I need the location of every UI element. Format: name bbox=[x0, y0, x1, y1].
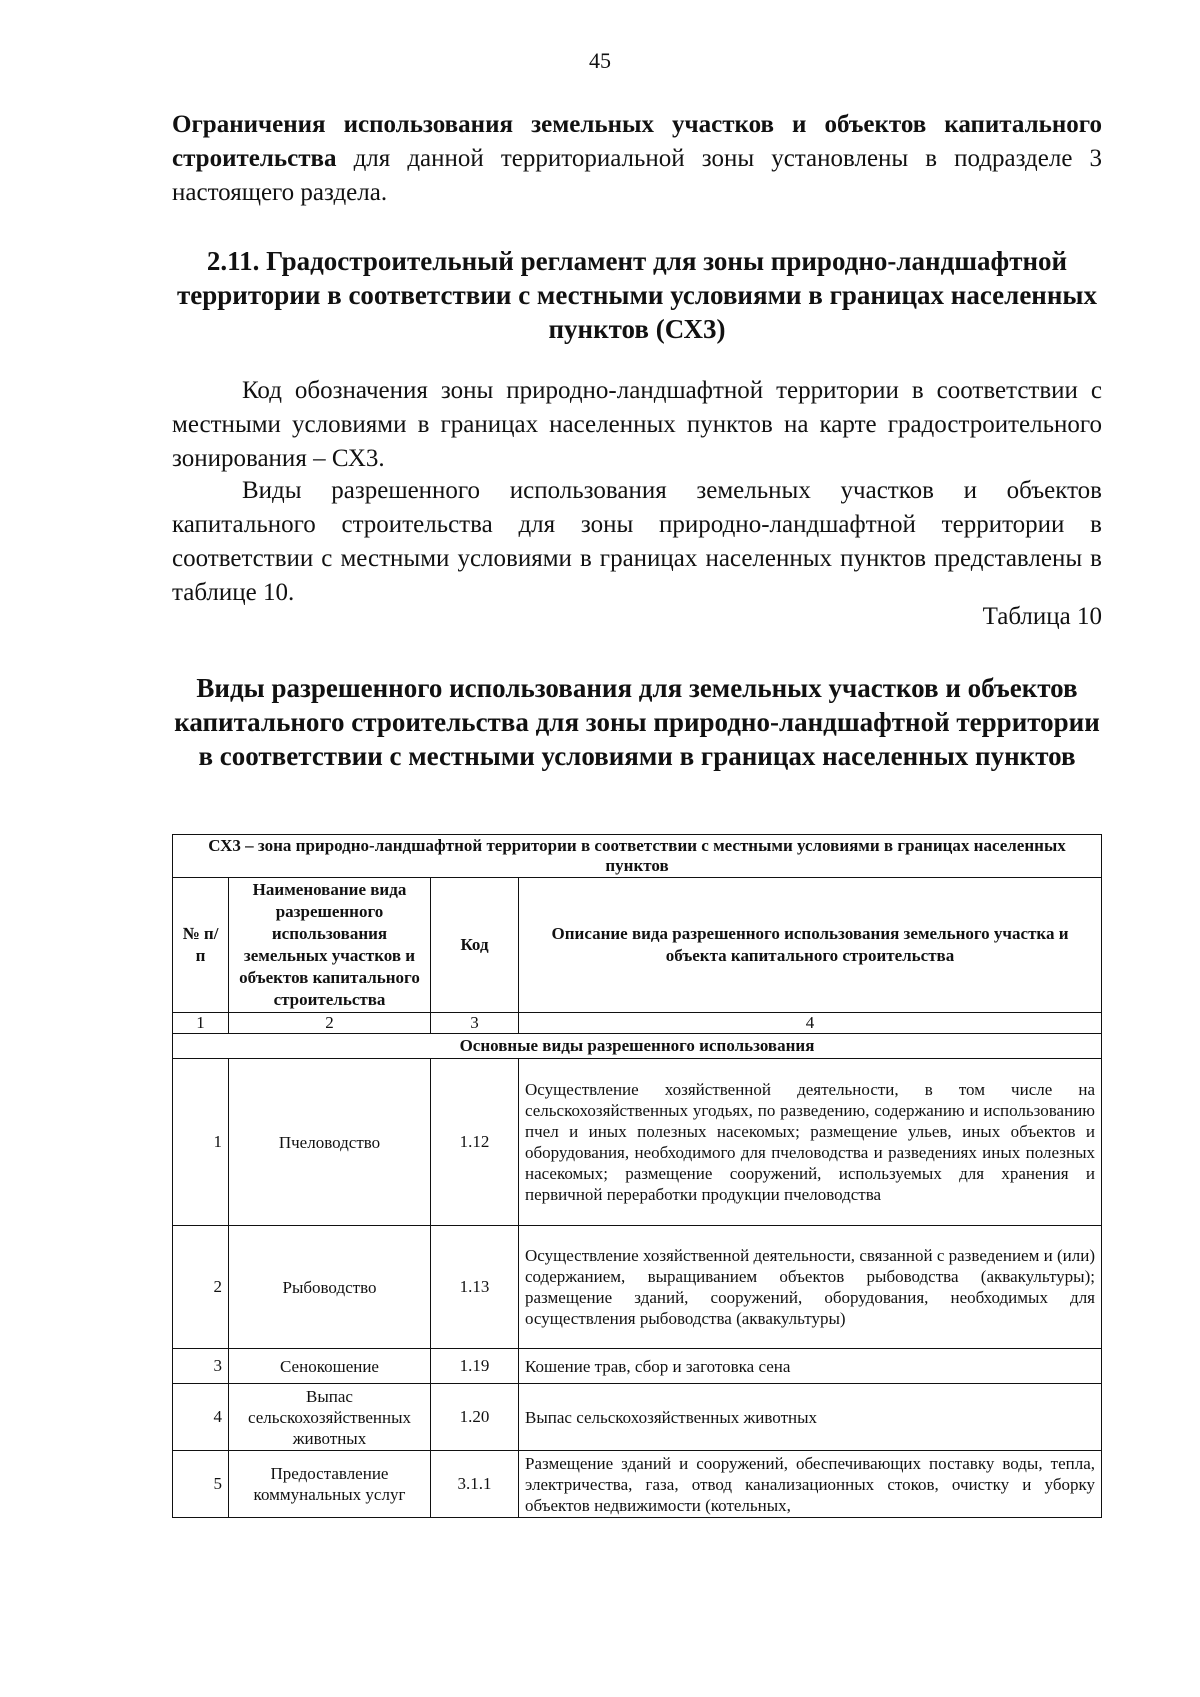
column-header-num: № п/п bbox=[173, 878, 229, 1013]
permitted-uses-table bbox=[172, 834, 1102, 1518]
row-use-name: Предоставление коммунальных услуг bbox=[229, 1451, 431, 1518]
column-number: 4 bbox=[519, 1013, 1102, 1034]
row-num: 1 bbox=[173, 1059, 229, 1226]
intro-paragraph bbox=[172, 108, 1102, 210]
zone-header-row bbox=[173, 835, 1102, 878]
intro-paragraph-rest: для данной территориальной зоны установлены в подразделе 3 настоящего раздела. bbox=[172, 145, 1102, 206]
column-header-name: Наименование вида разрешенного использования земельных участков и объектов капитального строительства bbox=[229, 878, 431, 1013]
table-row bbox=[173, 1349, 1102, 1384]
group-header-row bbox=[173, 1034, 1102, 1059]
column-header-row bbox=[173, 878, 1102, 1013]
column-header-description: Описание вида разрешенного использования земельного участка и объекта капитального строительства bbox=[519, 878, 1102, 1013]
group-header: Основные виды разрешенного использования bbox=[173, 1034, 1102, 1059]
column-number: 1 bbox=[173, 1013, 229, 1034]
row-num: 2 bbox=[173, 1226, 229, 1349]
table-row bbox=[173, 1384, 1102, 1451]
table-caption: Таблица 10 bbox=[982, 603, 1102, 630]
table-title: Виды разрешенного использования для земельных участков и объектов капитального строительства для зоны природно-ландшафтной территории в соответствии с местными условиями в границах населенных пунктов bbox=[174, 673, 1100, 771]
row-code: 3.1.1 bbox=[431, 1451, 519, 1518]
row-description-text: Размещение зданий и сооружений, обеспечивающих поставку воды, тепла, электричества, газа, отвод канализационных стоков, очистку и уборку объектов недвижимости (котельных, bbox=[525, 1453, 1095, 1515]
table-row bbox=[173, 1451, 1102, 1518]
zone-code-paragraph: Код обозначения зоны природно-ландшафтной территории в соответствии с местными условиями в границах населенных пунктов на карте градостроительного зонирования – СХ3. bbox=[172, 377, 1102, 472]
page-number: 45 bbox=[589, 48, 611, 73]
row-use-name: Выпас сельскохозяйственных животных bbox=[229, 1384, 431, 1451]
row-code: 1.13 bbox=[431, 1226, 519, 1349]
row-description bbox=[519, 1451, 1102, 1518]
row-description: Выпас сельскохозяйственных животных bbox=[519, 1384, 1102, 1451]
column-number: 3 bbox=[431, 1013, 519, 1034]
row-code: 1.20 bbox=[431, 1384, 519, 1451]
zone-header: СХ3 – зона природно-ландшафтной территории в соответствии с местными условиями в границах населенных пунктов bbox=[173, 835, 1102, 878]
row-use-name: Рыбоводство bbox=[229, 1226, 431, 1349]
row-use-name: Сенокошение bbox=[229, 1349, 431, 1384]
permitted-uses-paragraph: Виды разрешенного использования земельных участков и объектов капитального строительства для зоны природно-ландшафтной территории в соответствии с местными условиями в границах населенных пунктов представлены в таблице 10. bbox=[172, 477, 1102, 606]
table-row bbox=[173, 1226, 1102, 1349]
row-description: Осуществление хозяйственной деятельности, в том числе на сельскохозяйственных угодьях, по разведению, содержанию и использованию пчел и иных полезных насекомых; размещение ульев, иных объектов и оборудования, необходимого для пчеловодства и разведениях иных полезных насекомых; размещение сооружений, используемых для хранения и первичной переработки продукции пчеловодства bbox=[519, 1059, 1102, 1226]
row-num: 5 bbox=[173, 1451, 229, 1518]
column-number: 2 bbox=[229, 1013, 431, 1034]
section-heading: 2.11. Градостроительный регламент для зоны природно-ландшафтной территории в соответствии с местными условиями в границах населенных пунктов (СХ3) bbox=[177, 246, 1097, 344]
row-code: 1.19 bbox=[431, 1349, 519, 1384]
row-description: Кошение трав, сбор и заготовка сена bbox=[519, 1349, 1102, 1384]
table-row bbox=[173, 1059, 1102, 1226]
row-code: 1.12 bbox=[431, 1059, 519, 1226]
row-num: 3 bbox=[173, 1349, 229, 1384]
row-num: 4 bbox=[173, 1384, 229, 1451]
row-use-name: Пчеловодство bbox=[229, 1059, 431, 1226]
column-header-code: Код bbox=[431, 878, 519, 1013]
column-number-row bbox=[173, 1013, 1102, 1034]
row-description: Осуществление хозяйственной деятельности, связанной с разведением и (или) содержанием, выращиванием объектов рыбоводства (аквакультуры); размещение зданий, сооружений, оборудования, необходимых для осуществления рыбоводства (аквакультуры) bbox=[519, 1226, 1102, 1349]
intro-paragraph-bold: Ограничения использования земельных участков и объектов капитального строительства bbox=[172, 111, 1102, 172]
